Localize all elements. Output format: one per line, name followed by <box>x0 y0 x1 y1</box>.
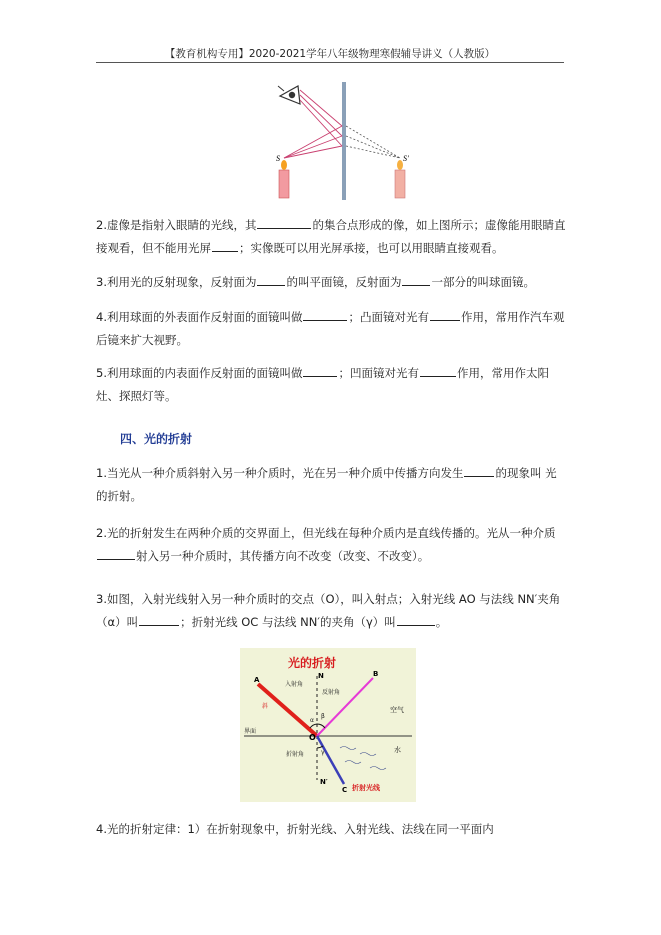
item4-text-1: 4.利用球面的外表面作反射面的面镜叫做 <box>96 310 303 324</box>
s2-item2-text-2: 射入另一种介质时，其传播方向不改变（改变、不改变）。 <box>136 549 430 563</box>
section-title-refraction: 四、光的折射 <box>120 432 193 446</box>
blank-field[interactable] <box>303 306 347 321</box>
blank-field[interactable] <box>464 462 494 477</box>
blank-field[interactable] <box>139 611 179 626</box>
item5-text-3: 作用，常用作太阳灶、探照灯等。 <box>96 366 549 403</box>
item3-text-3: 一部分的叫球面镜。 <box>431 275 535 289</box>
label-gamma: γ <box>321 749 325 756</box>
item2-text-3: ；实像既可以用光屏承接，也可以用眼睛直接观看。 <box>239 241 504 255</box>
item3-text-1: 3.利用光的反射现象，反射面为 <box>96 275 257 289</box>
label-n: N <box>318 672 324 680</box>
virtual-image-figure <box>270 78 420 203</box>
candle-image <box>395 160 405 198</box>
item-virtual-image <box>96 214 566 260</box>
item2-text-2: 的集合点形成的像，如上图所示；虚像能用眼睛直接观看，但不能用光屏 <box>96 218 566 255</box>
label-s: S <box>276 154 280 163</box>
label-beta: β <box>321 713 325 720</box>
label-a: A <box>254 676 260 684</box>
header-rule <box>96 62 564 63</box>
s2-item2-text-1: 2.光的折射发生在两种介质的交界面上，但光线在每种介质内是直线传播的。光从一种介质 <box>96 526 556 540</box>
blank-field[interactable] <box>430 306 460 321</box>
s2-item3-text-3: 。 <box>435 615 448 629</box>
item4-text-2: ；凸面镜对光有 <box>348 310 429 324</box>
item-refraction-interface <box>96 522 566 568</box>
label-air: 空气 <box>390 706 404 714</box>
s2-item3-text-1: 3.如图，入射光线射入另一种介质时的交点（O），叫入射点；入射光线 AO 与法线 NN′夹角（α）叫 <box>96 592 561 629</box>
item-mirror-types <box>96 271 566 294</box>
s2-item1-text-1: 1.当光从一种介质斜射入另一种介质时，光在另一种介质中传播方向发生 <box>96 466 464 480</box>
eye-icon <box>278 86 300 104</box>
item-concave-mirror <box>96 362 566 408</box>
label-incident-angle: 入射角 <box>285 681 304 688</box>
page-header: 【教育机构专用】2020-2021学年八年级物理寒假辅导讲义（人教版） <box>164 48 496 60</box>
blank-field[interactable] <box>257 214 311 229</box>
item4-text-3: 作用，常用作汽车观后镜来扩大视野。 <box>96 310 565 347</box>
item5-text-2: ；凹面镜对光有 <box>338 366 419 380</box>
label-interface: 界面 <box>244 728 257 735</box>
label-o: O <box>309 733 316 742</box>
item3-text-2: 的叫平面镜，反射面为 <box>286 275 402 289</box>
blank-field[interactable] <box>97 545 135 560</box>
label-s-prime: S′ <box>403 154 409 163</box>
item-convex-mirror <box>96 306 566 352</box>
blank-field[interactable] <box>402 271 430 286</box>
item5-text-1: 5.利用球面的内表面作反射面的面镜叫做 <box>96 366 303 380</box>
plane-mirror <box>342 82 346 200</box>
label-n-prime: N′ <box>320 778 328 786</box>
item-refraction-law <box>96 818 566 841</box>
label-water: 水 <box>394 746 401 754</box>
blank-field[interactable] <box>257 271 285 286</box>
virtual-ray-extensions <box>346 126 400 158</box>
s2-item1-text-2: 的现象叫 光的折射。 <box>96 466 557 503</box>
blank-field[interactable] <box>303 362 337 377</box>
label-c: C <box>342 786 348 794</box>
refraction-figure <box>240 648 416 802</box>
s2-item4-text: 4.光的折射定律：1）在折射现象中，折射光线、入射光线、法线在同一平面内 <box>96 822 494 836</box>
label-refraction-angle: 折射角 <box>286 751 305 758</box>
label-alpha: α <box>310 717 314 724</box>
label-reflection-angle: 反射角 <box>322 689 341 696</box>
item-refraction-definition <box>96 462 566 508</box>
s2-item3-text-2: ；折射光线 OC 与法线 NN′的夹角（γ）叫 <box>180 615 396 629</box>
label-refracted-ray: 折射光线 <box>352 784 380 792</box>
candle-object <box>279 160 289 198</box>
blank-field[interactable] <box>212 237 238 252</box>
blank-field[interactable] <box>420 362 456 377</box>
label-oblique: 斜 <box>262 703 269 710</box>
label-b: B <box>373 670 379 678</box>
blank-field[interactable] <box>397 611 435 626</box>
item-refraction-angles <box>96 588 566 634</box>
figure-title: 光的折射 <box>288 656 337 670</box>
item2-text-1: 2.虚像是指射入眼睛的光线，其 <box>96 218 257 232</box>
